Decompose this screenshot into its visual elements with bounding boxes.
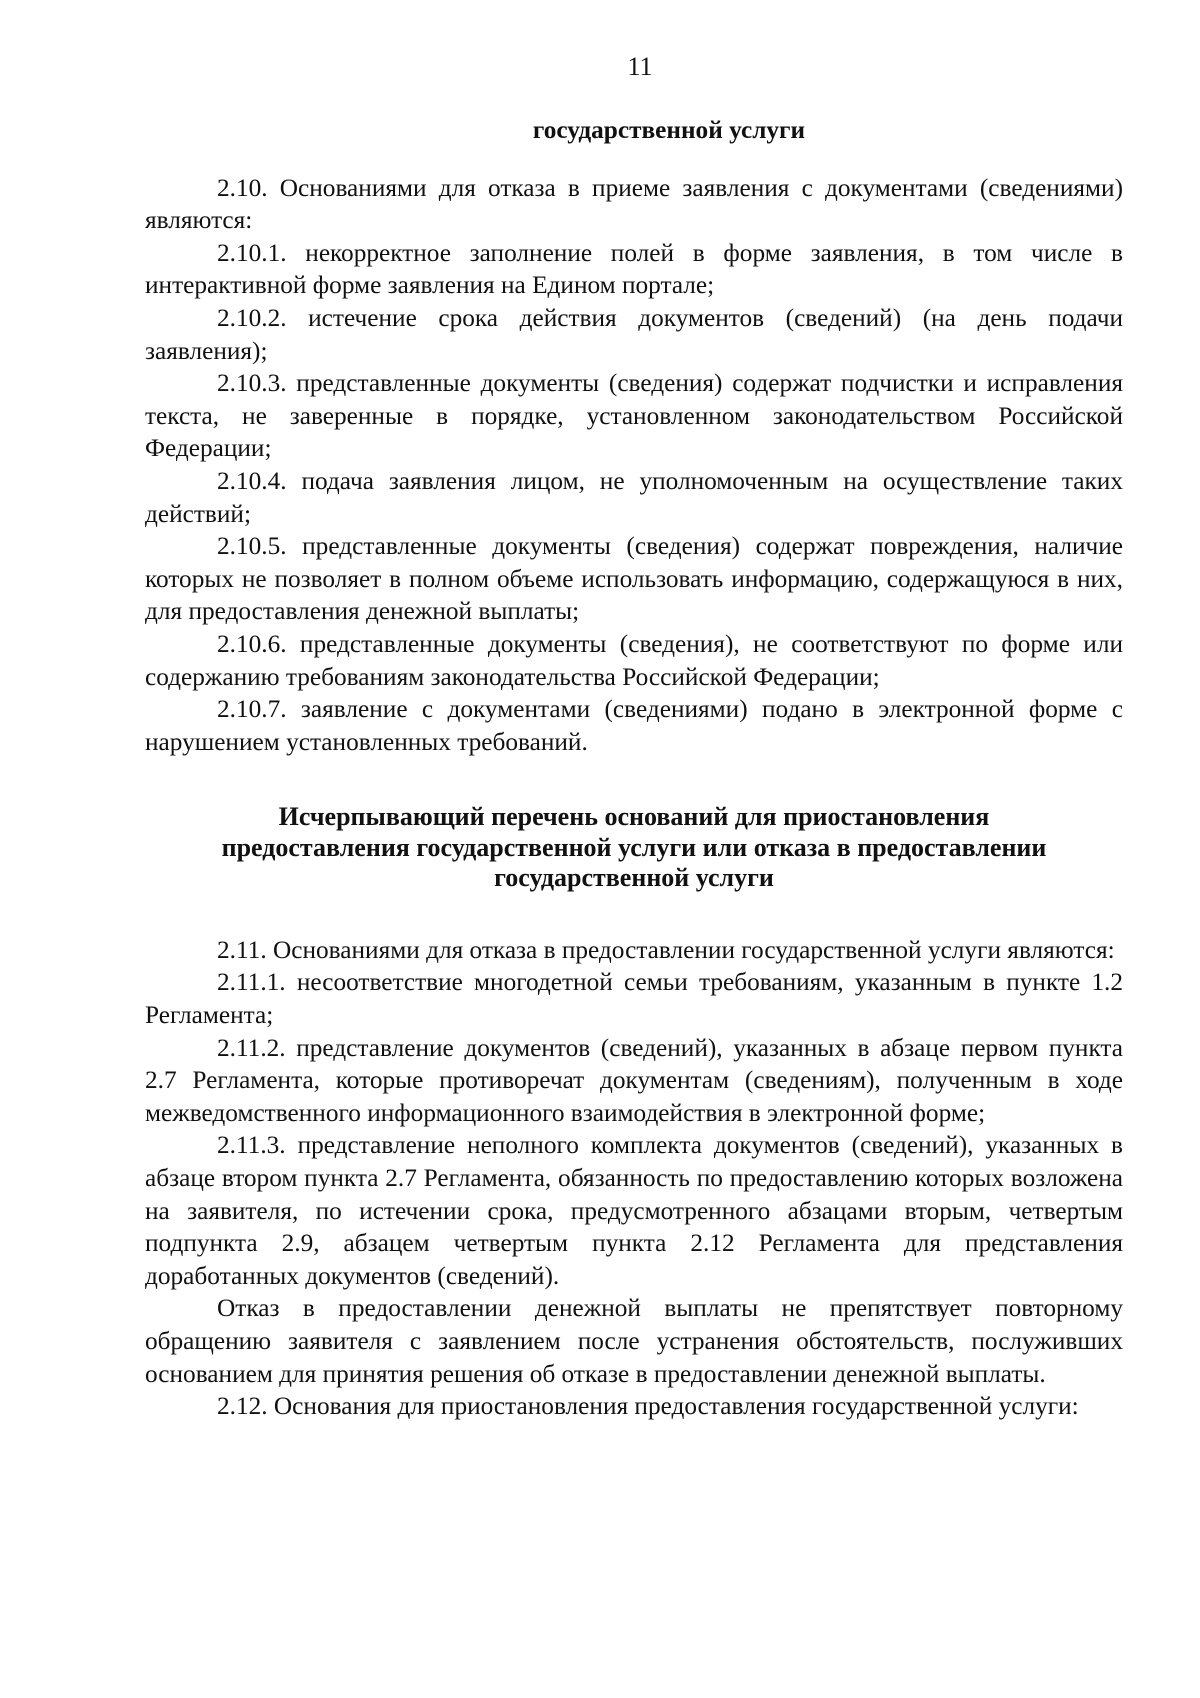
section-2-10 <box>145 172 1123 759</box>
paragraph: 2.10.6. представленные документы (сведения), не соответствуют по форме или содержанию требованиям законодательства Российской Федерации; <box>145 629 1123 691</box>
section-2-11 <box>145 934 1123 1423</box>
heading-line: Исчерпывающий перечень оснований для приостановления <box>278 802 990 832</box>
paragraph: 2.10.3. представленные документы (сведения) содержат подчистки и исправления текста, не заверенные в порядке, установленном законодательством Российской Федерации; <box>145 369 1123 463</box>
paragraph: 2.10.1. некорректное заполнение полей в форме заявления, в том числе в интерактивной форме заявления на Едином портале; <box>145 238 1123 300</box>
paragraph: 2.10.5. представленные документы (сведения) содержат повреждения, наличие которых не позволяет в полном объеме использовать информацию, содержащуюся в них, для предоставления денежной выплаты; <box>145 532 1123 626</box>
page-number: 11 <box>627 52 653 81</box>
paragraph: 2.10.2. истечение срока действия документов (сведений) (на день подачи заявления); <box>145 303 1123 365</box>
paragraph: 2.12. Основания для приостановления предоставления государственной услуги: <box>217 1392 1079 1421</box>
continued-heading: государственной услуги <box>532 116 806 144</box>
paragraph: 2.10.7. заявление с документами (сведениями) подано в электронной форме с нарушением установленных требований. <box>145 695 1123 756</box>
paragraph: 2.10.4. подача заявления лицом, не уполномоченным на осуществление таких действий; <box>145 466 1123 528</box>
paragraph: 2.10. Основаниями для отказа в приеме заявления с документами (сведениями) являются: <box>145 173 1123 235</box>
heading-line: государственной услуги <box>494 863 774 893</box>
paragraph: 2.11. Основаниями для отказа в предоставлении государственной услуги являются: <box>217 935 1115 964</box>
document-body <box>145 114 1123 1423</box>
section-heading <box>145 802 1123 894</box>
paragraph: 2.11.1. несоответствие многодетной семьи требованиям, указанным в пункте 1.2 Регламента; <box>145 968 1123 1029</box>
paragraph: 2.11.2. представление документов (сведений), указанных в абзаце первом пункта 2.7 Регламента, которые противоречат документам (сведениям), полученным в ходе межведомственного информационного взаимодействия в электронной форме; <box>145 1033 1123 1127</box>
heading-line: предоставления государственной услуги или отказа в предоставлении <box>221 832 1047 862</box>
paragraph: Отказ в предоставлении денежной выплаты не препятствует повторному обращению заявителя с заявлением после устранения обстоятельств, послуживших основанием для принятия решения об отказе в предоставлении денежной выплаты. <box>145 1294 1123 1388</box>
paragraph: 2.11.3. представление неполного комплекта документов (сведений), указанных в абзаце втором пункта 2.7 Регламента, обязанность по предоставлению которых возложена на заявителя, по истечении срока, предусмотренного абзацами вторым, четвертым подпункта 2.9, абзацем четвертым пункта 2.12 Регламента для представления доработанных документов (сведений). <box>145 1131 1123 1290</box>
